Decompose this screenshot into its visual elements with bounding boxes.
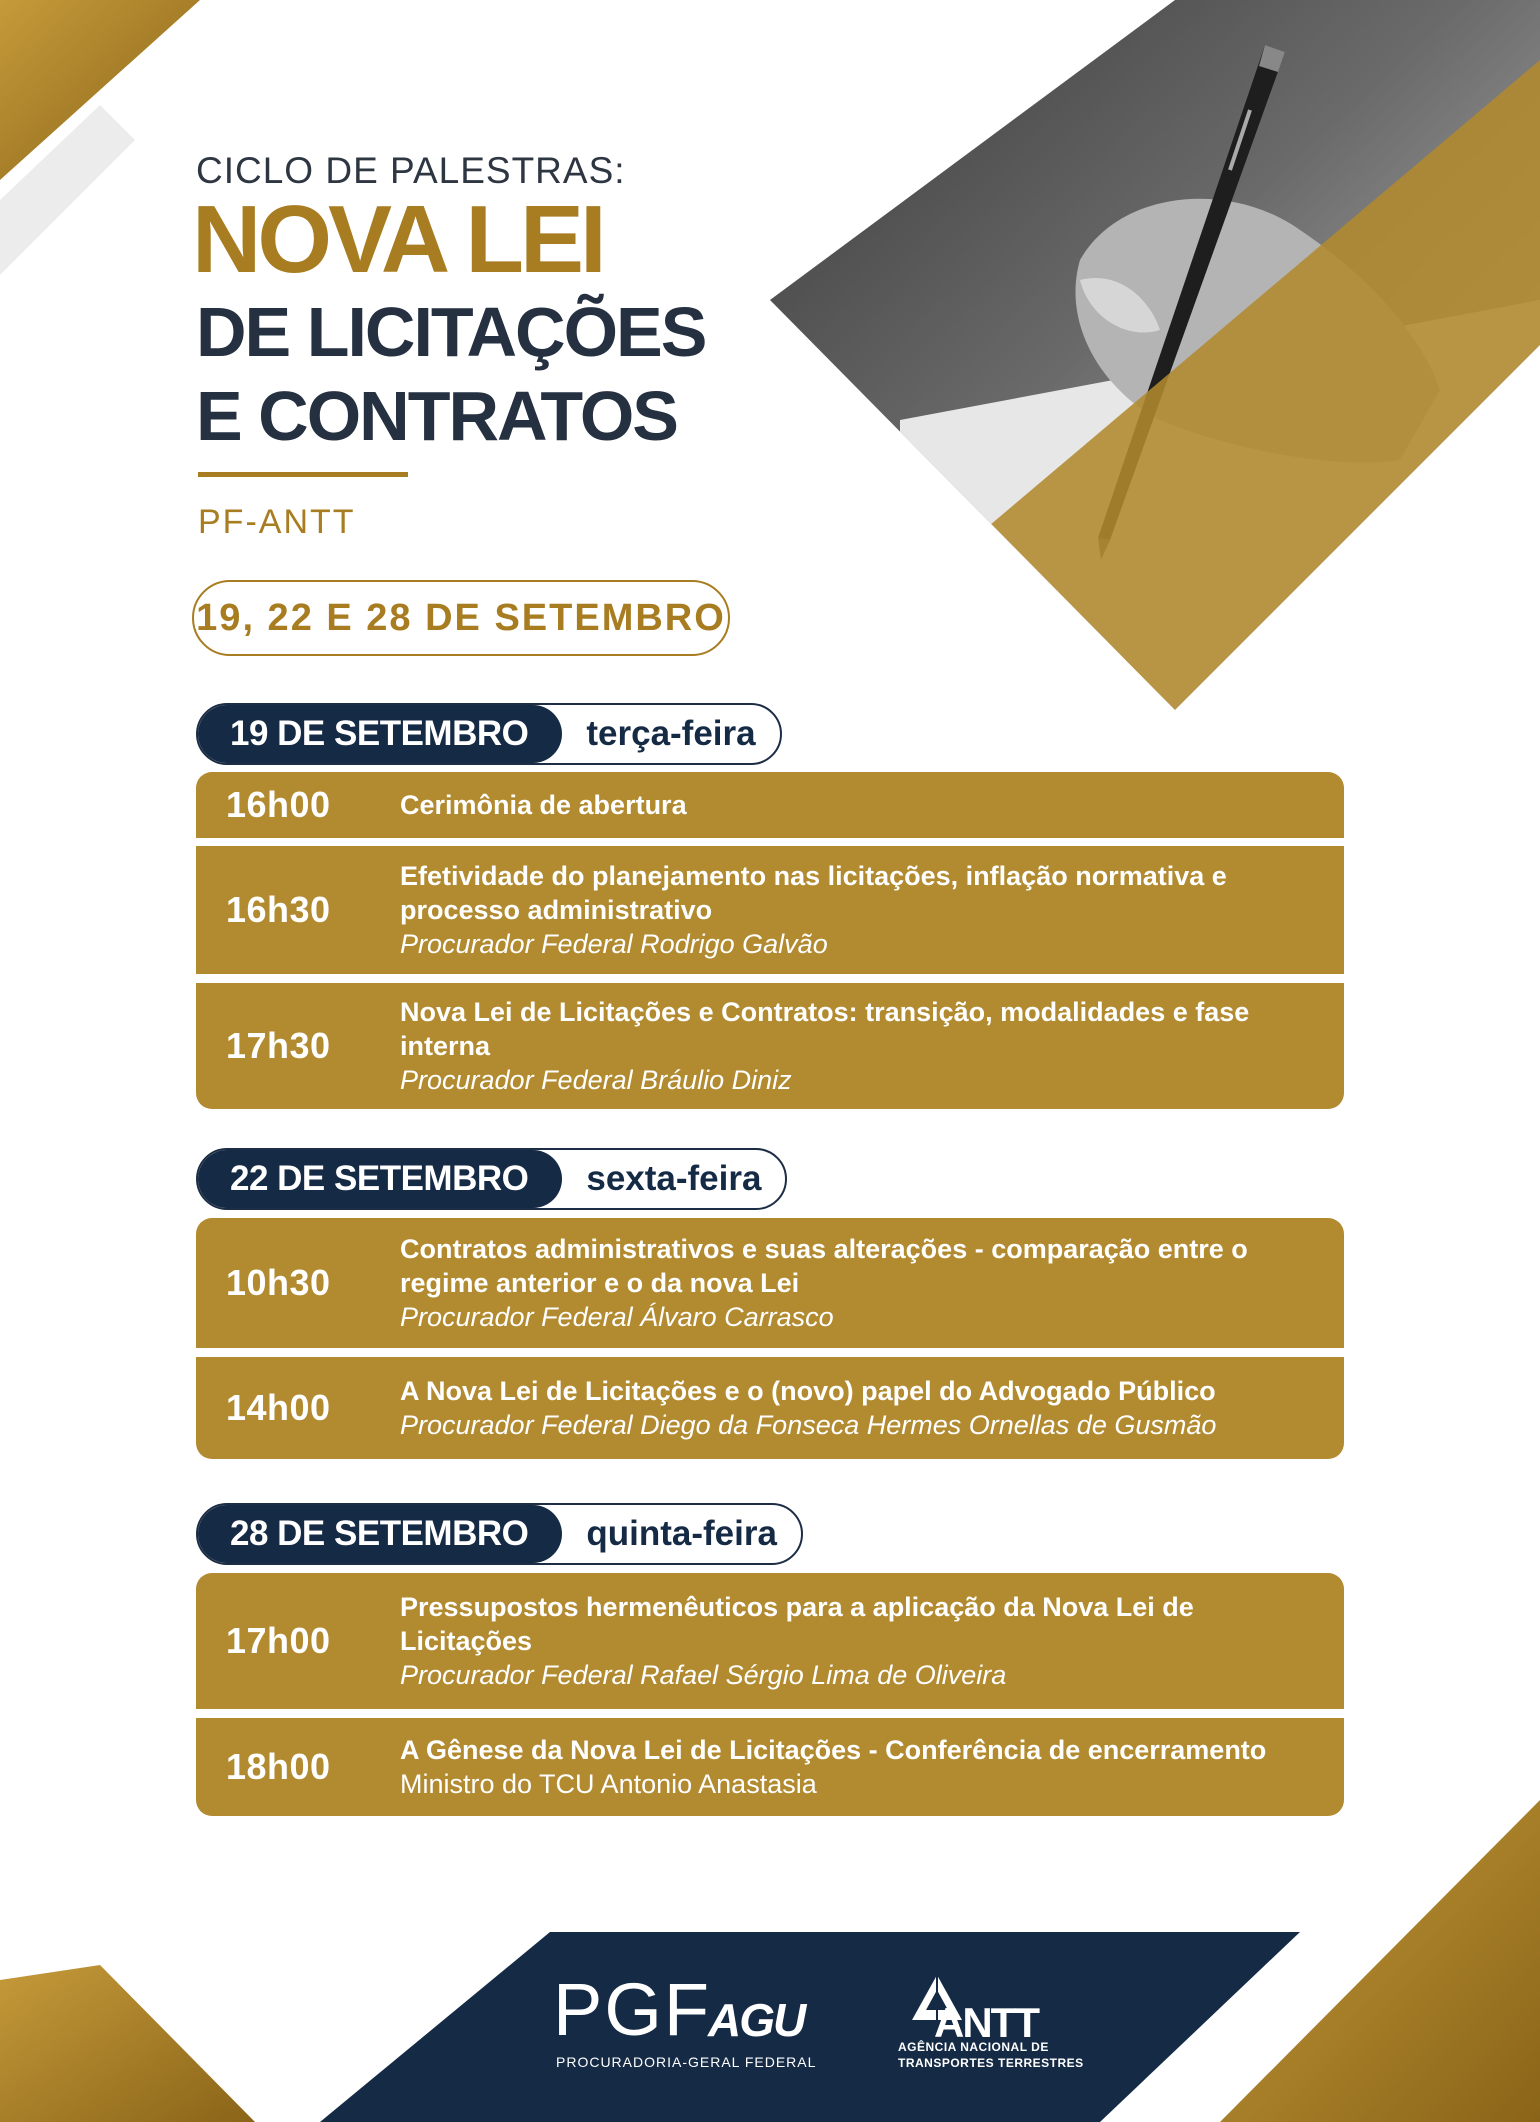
session-topic: A Gênese da Nova Lei de Licitações - Conferência de encerramento <box>400 1735 1267 1765</box>
session-speaker: Procurador Federal Álvaro Carrasco <box>400 1302 834 1332</box>
pgf-caption: PROCURADORIA-GERAL FEDERAL <box>556 2054 817 2070</box>
pen-hand-photo <box>760 0 1540 720</box>
session-row <box>196 1718 1344 1816</box>
day-date: 19 DE SETEMBRO <box>198 705 562 763</box>
day-header <box>196 1503 803 1565</box>
day-header <box>196 1148 787 1210</box>
session-time: 17h30 <box>226 1025 331 1066</box>
event-dates-badge: 19, 22 E 28 DE SETEMBRO <box>192 580 730 656</box>
organizer-label: PF-ANTT <box>198 503 356 541</box>
session-time: 16h30 <box>226 889 331 930</box>
day-header <box>196 703 782 765</box>
session-details <box>400 1218 1274 1348</box>
session-row <box>196 983 1344 1109</box>
session-time: 18h00 <box>226 1746 331 1787</box>
session-topic: Nova Lei de Licitações e Contratos: transição, modalidades e fase interna <box>400 997 1250 1061</box>
day-weekday: sexta-feira <box>586 1159 762 1198</box>
session-details <box>400 1357 1274 1459</box>
day-date: 22 DE SETEMBRO <box>198 1150 562 1208</box>
page-title-line-1: DE LICITAÇÕES <box>196 293 706 371</box>
session-row <box>196 1357 1344 1459</box>
session-topic: A Nova Lei de Licitações e o (novo) papel do Advogado Público <box>400 1376 1216 1406</box>
session-row <box>196 772 1344 838</box>
session-time: 14h00 <box>226 1387 331 1428</box>
session-time: 17h00 <box>226 1620 331 1661</box>
session-details <box>400 846 1274 974</box>
session-details <box>400 1718 1274 1816</box>
session-topic: Cerimônia de abertura <box>400 790 687 820</box>
session-speaker: Procurador Federal Rodrigo Galvão <box>400 929 828 959</box>
page-title <box>196 290 705 458</box>
session-details <box>400 1573 1274 1709</box>
session-speaker: Ministro do TCU Antonio Anastasia <box>400 1769 817 1799</box>
session-speaker: Procurador Federal Diego da Fonseca Hermes Ornellas de Gusmão <box>400 1410 1217 1440</box>
page-title-line-2: E CONTRATOS <box>196 377 677 455</box>
footer-band <box>320 1932 1300 2122</box>
session-row <box>196 1218 1344 1348</box>
antt-caption-line-1: AGÊNCIA NACIONAL DE <box>898 2040 1049 2054</box>
day-weekday: quinta-feira <box>586 1514 777 1553</box>
session-topic: Pressupostos hermenêuticos para a aplicação da Nova Lei de Licitações <box>400 1592 1194 1656</box>
corner-gold-bottom-left <box>0 1965 255 2122</box>
session-topic: Efetividade do planejamento nas licitações, inflação normativa e processo administrativo <box>400 861 1227 925</box>
antt-caption-line-2: TRANSPORTES TERRESTRES <box>898 2056 1084 2070</box>
day-pill <box>196 1503 803 1565</box>
session-details <box>400 983 1274 1109</box>
session-time: 10h30 <box>226 1262 331 1303</box>
day-pill <box>196 703 782 765</box>
session-speaker: Procurador Federal Bráulio Diniz <box>400 1065 792 1095</box>
session-time: 16h00 <box>226 784 331 825</box>
day-date: 28 DE SETEMBRO <box>198 1505 562 1563</box>
agu-logo: AGU <box>708 1994 805 2046</box>
day-pill <box>196 1148 787 1210</box>
antt-logo-text: ANTT <box>934 1999 1038 2046</box>
session-speaker: Procurador Federal Rafael Sérgio Lima de Oliveira <box>400 1660 1007 1690</box>
session-topic: Contratos administrativos e suas alterações - comparação entre o regime anterior e o da nova Lei <box>400 1234 1248 1298</box>
day-weekday: terça-feira <box>586 714 756 753</box>
pgf-logo: PGF <box>553 1968 712 2051</box>
session-details <box>400 772 1274 838</box>
session-row <box>196 1573 1344 1709</box>
kicker-text: CICLO DE PALESTRAS: <box>196 150 626 191</box>
page-title-highlight: NOVA LEI <box>192 186 603 293</box>
title-divider <box>198 472 408 477</box>
session-row <box>196 846 1344 974</box>
